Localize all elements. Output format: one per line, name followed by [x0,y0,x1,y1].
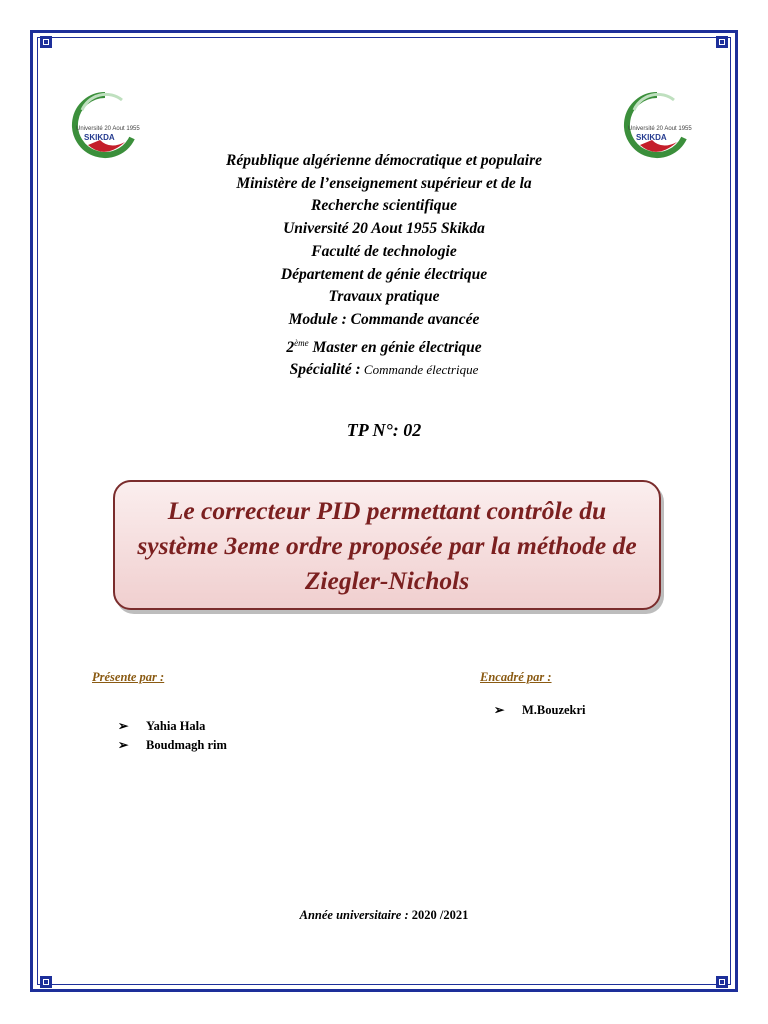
logo-text-brand: SKIKDA [84,133,115,142]
supervisor-name: M.Bouzekri [522,703,586,717]
presenter-name: Yahia Hala [146,719,206,733]
institution-header [0,150,768,382]
presenter-name: Boudmagh rim [146,738,227,752]
tp-number: TP N°: 02 [346,420,422,440]
header-line: Université 20 Aout 1955 Skikda [283,220,485,238]
border-corner-bottom-left [40,976,52,988]
header-line: Travaux pratique [328,288,440,306]
academic-year-value: 2020 /2021 [411,908,469,922]
header-line: Faculté de technologie [311,242,457,260]
logo-text-top: Université 20 Aout 1955 [628,126,692,132]
academic-year [0,908,768,923]
supervisor-item [494,702,586,718]
arrow-bullet-icon: ➢ [118,738,129,752]
master-rest: Master en génie électrique [308,338,482,356]
header-line: Recherche scientifique [311,197,457,215]
arrow-bullet-icon: ➢ [118,719,129,733]
report-title: Le correcteur PID permettant contrôle du système 3eme ordre proposée par la méthode de Ziegler-Nichols [137,495,637,595]
presenter-item [118,718,205,734]
academic-year-label: Année universitaire : [299,908,412,922]
title-box [113,480,661,610]
header-line: Module : Commande avancée [288,310,480,328]
header-line: Département de génie électrique [280,265,488,283]
border-corner-top-left [40,36,52,48]
border-corner-top-right [716,36,728,48]
speciality-value: Commande électrique [360,362,479,378]
header-line: République algérienne démocratique et populaire [225,152,543,169]
supervised-by-label: Encadré par : [480,670,552,684]
header-master-line [0,332,768,360]
presented-by-label: Présente par : [92,670,165,684]
speciality-label: Spécialité : [289,361,361,379]
arrow-bullet-icon: ➢ [494,703,505,717]
header-line: Ministère de l’enseignement supérieur et de la [236,174,532,192]
master-prefix: 2 [286,338,295,356]
header-speciality-line [0,359,768,382]
logo-text-brand: SKIKDA [636,133,667,142]
presenter-item [118,737,227,753]
logo-text-top: Université 20 Aout 1955 [76,126,140,132]
master-sup: ème [294,337,309,348]
border-corner-bottom-right [716,976,728,988]
